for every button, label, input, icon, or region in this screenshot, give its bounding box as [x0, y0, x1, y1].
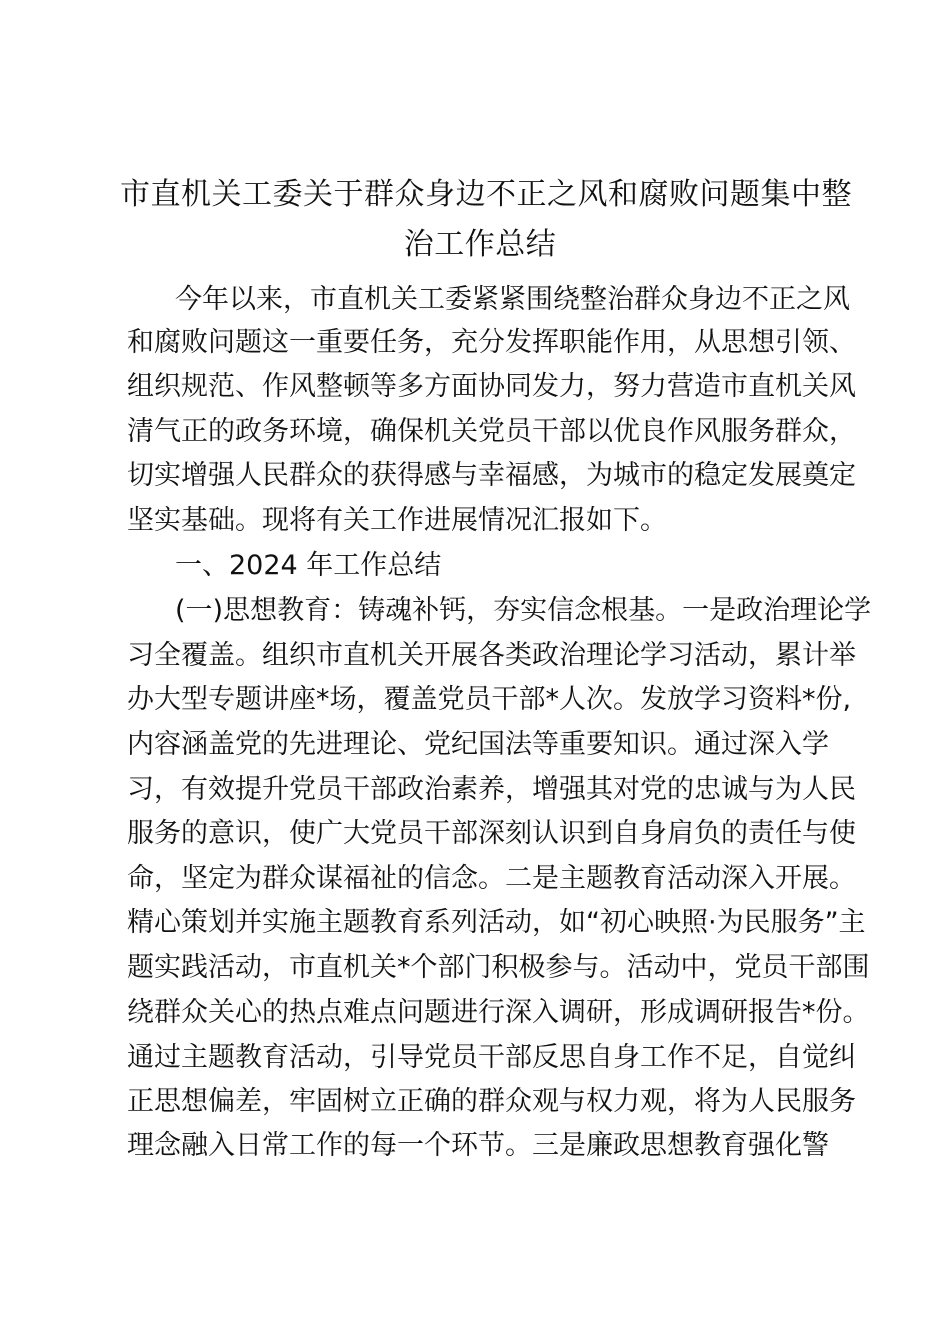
body-line-7: 命，坚定为群众谋福祉的信念。二是主题教育活动深入开展。	[127, 863, 856, 894]
body-line-4: 内容涵盖党的先进理论、党纪国法等重要知识。通过深入学	[127, 729, 829, 760]
intro-line-6: 坚实基础。现将有关工作进展情况汇报如下。	[127, 505, 667, 536]
body-line-6: 服务的意识，使广大党员干部深刻认识到自身肩负的责任与使	[127, 818, 856, 849]
section-heading: 一、2024 年工作总结	[175, 550, 442, 581]
intro-line-3: 组织规范、作风整顿等多方面协同发力，努力营造市直机关风	[127, 371, 856, 402]
intro-line-1: 今年以来，市直机关工委紧紧围绕整治群众身边不正之风	[175, 284, 850, 315]
intro-line-5: 切实增强人民群众的获得感与幸福感，为城市的稳定发展奠定	[127, 460, 856, 491]
body-line-5: 习，有效提升党员干部政治素养，增强其对党的忠诚与为人民	[127, 774, 856, 805]
body-line-1: (一)思想教育：铸魂补钙，夯实信念根基。一是政治理论学	[175, 595, 872, 626]
body-line-11: 通过主题教育活动，引导党员干部反思自身工作不足，自觉纠	[127, 1042, 856, 1073]
intro-line-4: 清气正的政务环境，确保机关党员干部以优良作风服务群众，	[127, 416, 856, 447]
body-line-12: 正思想偏差，牢固树立正确的群众观与权力观，将为人民服务	[127, 1086, 856, 1117]
intro-line-2: 和腐败问题这一重要任务，充分发挥职能作用，从思想引领、	[127, 327, 856, 358]
document-title-line-2: 治工作总结	[403, 227, 557, 262]
document-title-line-1: 市直机关工委关于群众身边不正之风和腐败问题集中整	[120, 177, 852, 212]
body-line-3: 办大型专题讲座*场，覆盖党员干部*人次。发放学习资料*份,	[127, 684, 852, 715]
body-line-2: 习全覆盖。组织市直机关开展各类政治理论学习活动，累计举	[127, 640, 856, 671]
body-line-9: 题实践活动，市直机关*个部门积极参与。活动中，党员干部围	[127, 952, 870, 983]
body-line-13: 理念融入日常工作的每一个环节。三是廉政思想教育强化警	[127, 1130, 829, 1161]
body-line-10: 绕群众关心的热点难点问题进行深入调研，形成调研报告*份。	[127, 997, 870, 1028]
body-line-8: 精心策划并实施主题教育系列活动，如“初心映照·为民服务”主	[127, 907, 866, 938]
